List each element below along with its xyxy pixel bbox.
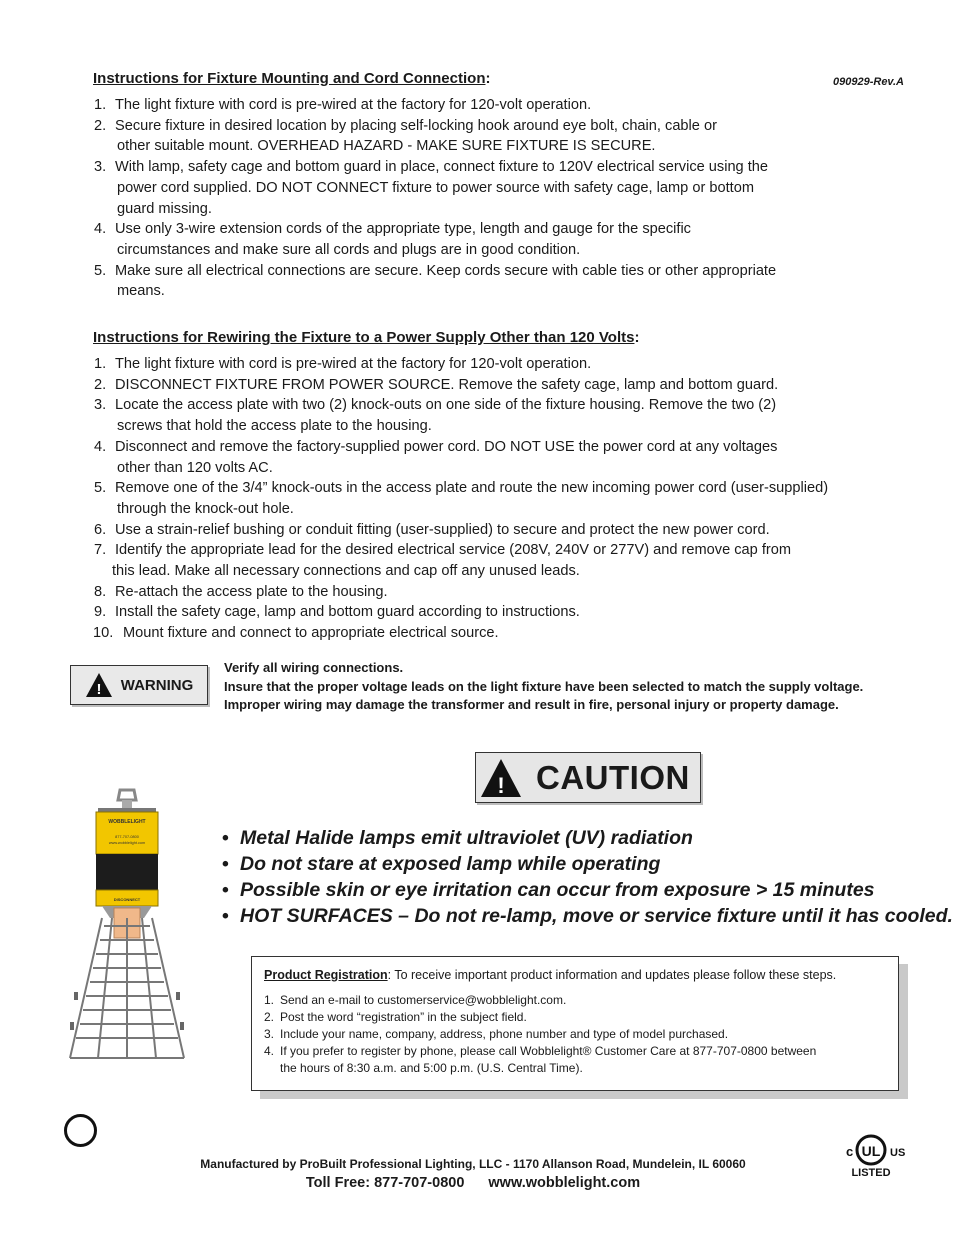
- rewiring-step: [93, 375, 923, 396]
- caution-bullets: [222, 825, 953, 929]
- caution-triangle-icon: [480, 758, 522, 798]
- step-text: Disconnect and remove the factory-supplied power cord. DO NOT USE the power cord at any voltages: [115, 438, 778, 455]
- step-number: 3.: [264, 1027, 275, 1041]
- caution-label: CAUTION: [536, 758, 690, 796]
- rewiring-title-text: Instructions for Rewiring the Fixture to a Power Supply Other than 120 Volts: [93, 329, 635, 346]
- registration-steps: [264, 992, 886, 1077]
- footer-toll-free: Toll Free: 877-707-0800: [305, 1175, 465, 1191]
- step-text: Use only 3-wire extension cords of the appropriate type, length and gauge for the specific: [115, 221, 691, 238]
- step-number: 5.: [94, 480, 107, 497]
- step-text: If you prefer to register by phone, please call Wobblelight® Customer Care at 877-707-0800 between: [280, 1044, 817, 1058]
- registration-step: [264, 992, 886, 1009]
- registration-step: [264, 1009, 886, 1026]
- step-number: 1.: [94, 97, 107, 113]
- step-number: 2.: [94, 376, 107, 393]
- caution-bullet: • Metal Halide lamps emit ultraviolet (UV) radiation: [222, 825, 953, 851]
- ul-listed: LISTED: [851, 1167, 891, 1179]
- warning-mark: !: [96, 681, 102, 698]
- label-disconnect: DISCONNECT: [113, 897, 141, 902]
- step-text-cont: guard missing.: [117, 200, 212, 217]
- step-number: 2.: [94, 117, 107, 134]
- rewiring-section-title: [93, 329, 639, 346]
- step-text: With lamp, safety cage and bottom guard in place, connect fixture to 120V electrical service using the: [115, 159, 769, 176]
- rewiring-step: [93, 540, 923, 581]
- rewiring-steps-list: [93, 354, 923, 644]
- warning-line: Verify all wiring connections.: [224, 660, 404, 675]
- step-text: Identify the appropriate lead for the desired electrical service (208V, 240V or 277V) and remove cap from: [115, 542, 792, 559]
- warning-line: Improper wiring may damage the transformer and result in fire, personal injury or property damage.: [224, 697, 839, 712]
- step-text-cont: power cord supplied. DO NOT CONNECT fixture to power source with safety cage, lamp or bottom: [117, 179, 754, 196]
- rewiring-step: [93, 623, 923, 644]
- registration-step: [264, 1043, 886, 1077]
- step-number: 7.: [94, 542, 107, 559]
- rewiring-title-colon: :: [634, 329, 640, 346]
- step-text-cont: this lead. Make all necessary connections and cap off any unused leads.: [112, 563, 580, 580]
- caution-bullet: • Do not stare at exposed lamp while operating: [222, 851, 953, 877]
- step-number: 10.: [93, 625, 114, 642]
- ul-letters: UL: [861, 1143, 881, 1159]
- mounting-section-title: [93, 70, 490, 87]
- step-text: The light fixture with cord is pre-wired at the factory for 120-volt operation.: [115, 97, 592, 113]
- step-text-cont: other than 120 volts AC.: [117, 459, 273, 476]
- step-number: 3.: [94, 397, 107, 414]
- revision-code: 090929-Rev.A: [833, 76, 904, 88]
- ul-listed-icon: [840, 1128, 910, 1180]
- step-text: Secure fixture in desired location by placing self-locking hook around eye bolt, chain, cable or: [115, 117, 717, 134]
- step-number: 5.: [94, 262, 107, 279]
- step-text: Make sure all electrical connections are secure. Keep cords secure with cable ties or other appropriate: [115, 262, 777, 279]
- step-text: Re-attach the access plate to the housing.: [115, 583, 388, 600]
- warning-badge: [70, 665, 208, 705]
- light-fixture-illustration: [62, 786, 192, 1068]
- registration-step: [264, 1026, 886, 1043]
- rewiring-step: [93, 437, 923, 478]
- mounting-step: [93, 219, 913, 260]
- mounting-title-text: Instructions for Fixture Mounting and Cord Connection: [93, 70, 486, 87]
- ul-us: US: [890, 1147, 906, 1159]
- step-text: Post the word “registration” in the subject field.: [280, 1010, 527, 1024]
- rewiring-step: [93, 395, 923, 436]
- warning-text: [224, 659, 863, 715]
- step-text: DISCONNECT FIXTURE FROM POWER SOURCE. Remove the safety cage, lamp and bottom guard.: [115, 376, 779, 393]
- registration-box: [251, 956, 899, 1091]
- step-text: Use a strain-relief bushing or conduit fitting (user-supplied) to secure and protect the new power cord.: [115, 521, 770, 538]
- rewiring-step: [93, 520, 923, 541]
- mounting-step: [93, 95, 913, 116]
- warning-label: WARNING: [120, 676, 194, 694]
- mounting-step: [93, 116, 913, 157]
- step-text: Locate the access plate with two (2) knock-outs on one side of the fixture housing. Remove the two (2): [115, 397, 777, 414]
- mounting-title-colon: :: [485, 70, 491, 87]
- footer-contact: [0, 1175, 946, 1191]
- mounting-steps-list: [93, 95, 913, 302]
- step-text-cont: circumstances and make sure all cords and plugs are in good condition.: [117, 241, 581, 258]
- step-text-cont: screws that hold the access plate to the housing.: [117, 418, 432, 435]
- step-text: Send an e-mail to customerservice@wobblelight.com.: [280, 993, 567, 1007]
- registration-header: [264, 968, 886, 982]
- mounting-step: [93, 157, 913, 219]
- step-text: Mount fixture and connect to appropriate electrical source.: [123, 625, 499, 642]
- circle-mark: [64, 1114, 97, 1147]
- registration-intro: : To receive important product information and updates please follow these steps.: [387, 968, 837, 982]
- warning-line: Insure that the proper voltage leads on the light fixture have been selected to match the supply voltage.: [224, 678, 864, 694]
- step-text-cont: other suitable mount. OVERHEAD HAZARD - MAKE SURE FIXTURE IS SECURE.: [117, 138, 656, 155]
- footer-manufacturer: Manufactured by ProBuilt Professional Lighting, LLC - 1170 Allanson Road, Mundelein, IL 60060: [200, 1157, 746, 1171]
- caution-bullet: • Possible skin or eye irritation can occur from exposure > 15 minutes: [222, 877, 953, 903]
- step-text-cont: the hours of 8:30 a.m. and 5:00 p.m. (U.S. Central Time).: [280, 1061, 583, 1075]
- step-text: The light fixture with cord is pre-wired at the factory for 120-volt operation.: [115, 356, 592, 372]
- step-text-cont: means.: [117, 283, 165, 300]
- step-number: 1.: [94, 356, 107, 372]
- step-number: 9.: [94, 604, 107, 621]
- mounting-step: [93, 261, 913, 302]
- ul-c: c: [846, 1144, 854, 1159]
- step-text: Install the safety cage, lamp and bottom guard according to instructions.: [115, 604, 580, 621]
- step-number: 2.: [264, 1010, 275, 1024]
- rewiring-step: [93, 582, 923, 603]
- caution-bullet: • HOT SURFACES – Do not re-lamp, move or service fixture until it has cooled.: [222, 903, 953, 929]
- step-text: Remove one of the 3/4” knock-outs in the access plate and route the new incoming power cord (user-supplied): [115, 480, 829, 497]
- label-phone: 877-707-0800: [115, 835, 139, 839]
- caution-badge: [475, 752, 701, 803]
- step-number: 1.: [264, 993, 275, 1007]
- label-brand: WOBBLELIGHT: [108, 819, 146, 825]
- step-number: 4.: [94, 438, 107, 455]
- label-web: www.wobblelight.com: [108, 841, 146, 845]
- step-text: Include your name, company, address, phone number and type of model purchased.: [280, 1027, 729, 1041]
- step-number: 4.: [94, 221, 107, 238]
- step-number: 4.: [264, 1044, 275, 1058]
- warning-triangle-icon: [85, 672, 113, 698]
- rewiring-step: [93, 354, 923, 375]
- step-number: 6.: [94, 521, 107, 538]
- rewiring-step: [93, 602, 923, 623]
- step-text-cont: through the knock-out hole.: [117, 500, 294, 517]
- registration-title: Product Registration: [264, 968, 388, 982]
- caution-mark: !: [497, 772, 505, 798]
- rewiring-step: [93, 478, 923, 519]
- step-number: 3.: [94, 159, 107, 176]
- footer-website-link[interactable]: www.wobblelight.com: [488, 1175, 641, 1191]
- step-number: 8.: [94, 583, 107, 600]
